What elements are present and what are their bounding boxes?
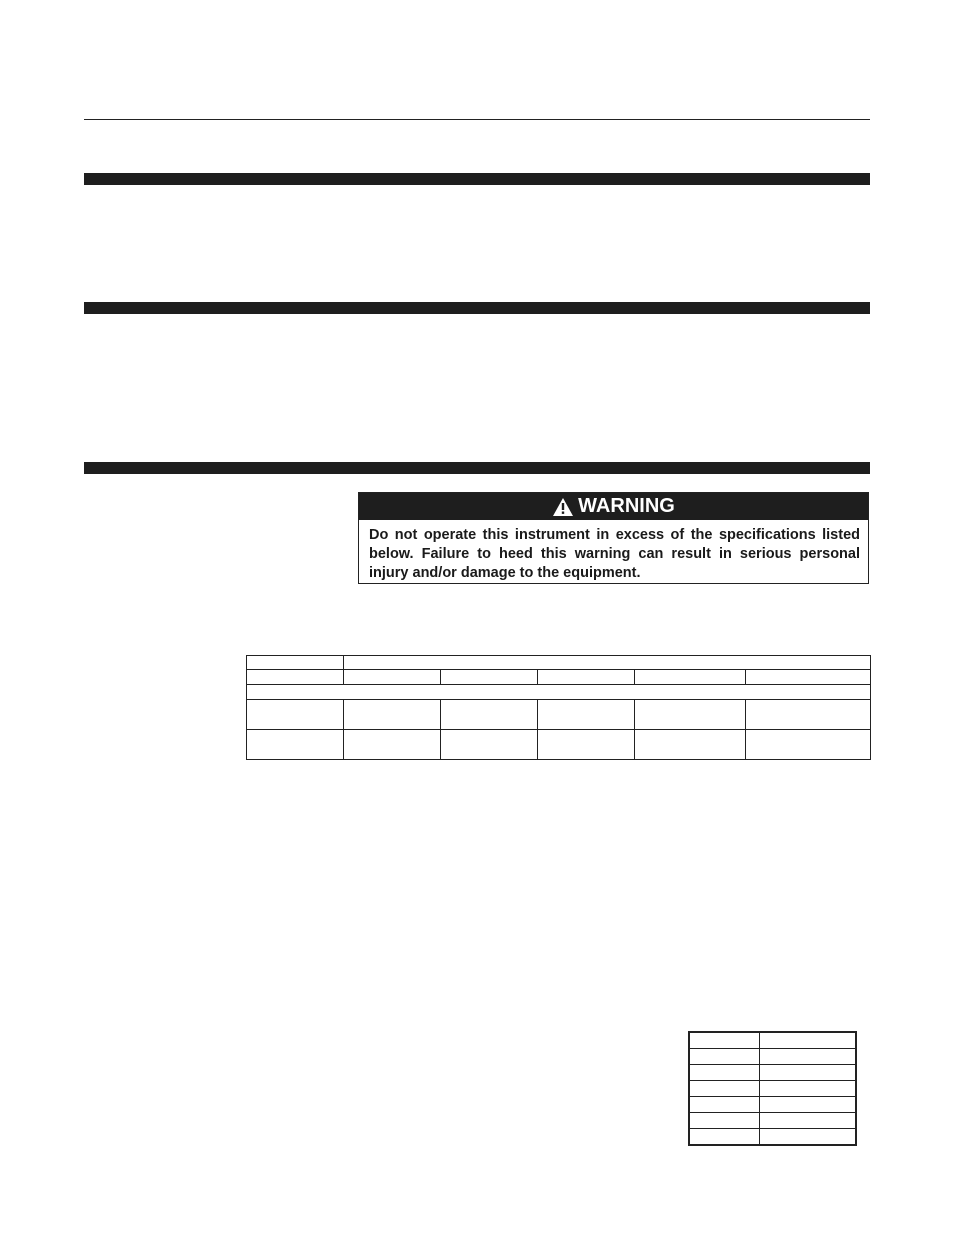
table-cell <box>247 656 344 670</box>
table-cell <box>538 700 635 730</box>
table-cell <box>689 1113 759 1129</box>
table-row <box>689 1049 856 1065</box>
table-cell <box>689 1032 759 1049</box>
table-cell <box>247 730 344 760</box>
warning-title: WARNING <box>578 495 675 517</box>
table-cell <box>746 700 871 730</box>
table-cell <box>689 1097 759 1113</box>
table-row <box>689 1032 856 1049</box>
table-cell <box>247 700 344 730</box>
table-cell <box>746 730 871 760</box>
table-row <box>689 1097 856 1113</box>
warning-box <box>358 492 869 584</box>
table-cell <box>635 670 746 685</box>
table-cell <box>441 670 538 685</box>
table-row <box>247 685 871 700</box>
section-bar-1 <box>84 173 870 185</box>
table-cell <box>344 730 441 760</box>
table-cell <box>759 1113 856 1129</box>
table-cell <box>759 1049 856 1065</box>
table-cell <box>759 1081 856 1097</box>
table-row <box>689 1081 856 1097</box>
table-cell <box>441 700 538 730</box>
table-cell <box>759 1032 856 1049</box>
table-cell <box>344 700 441 730</box>
table-cell <box>441 730 538 760</box>
table-cell <box>689 1049 759 1065</box>
table-cell <box>635 730 746 760</box>
warning-header <box>359 493 868 520</box>
table-cell <box>247 685 871 700</box>
table-row <box>689 1065 856 1081</box>
table-cell <box>759 1065 856 1081</box>
table-cell <box>689 1129 759 1146</box>
table-row <box>247 700 871 730</box>
section-bar-2 <box>84 302 870 314</box>
header-rule <box>84 119 870 120</box>
table-row <box>247 730 871 760</box>
table-cell <box>689 1065 759 1081</box>
table-row <box>689 1113 856 1129</box>
table-row <box>247 656 871 670</box>
table-row <box>247 670 871 685</box>
table-cell <box>344 670 441 685</box>
table-cell <box>538 670 635 685</box>
table-cell <box>759 1097 856 1113</box>
specifications-table <box>246 655 871 760</box>
table-cell <box>759 1129 856 1146</box>
small-table <box>688 1031 857 1146</box>
table-cell <box>538 730 635 760</box>
table-cell <box>344 656 871 670</box>
warning-triangle-icon <box>552 497 574 517</box>
table-row <box>689 1129 856 1146</box>
section-bar-3 <box>84 462 870 474</box>
table-cell <box>635 700 746 730</box>
table-cell <box>689 1081 759 1097</box>
table-cell <box>247 670 344 685</box>
warning-text: Do not operate this instrument in excess of the specifications listed below. Failure to heed this warning can result in serious personal injury and/or damage to the equipment. <box>369 527 860 581</box>
table-cell <box>746 670 871 685</box>
